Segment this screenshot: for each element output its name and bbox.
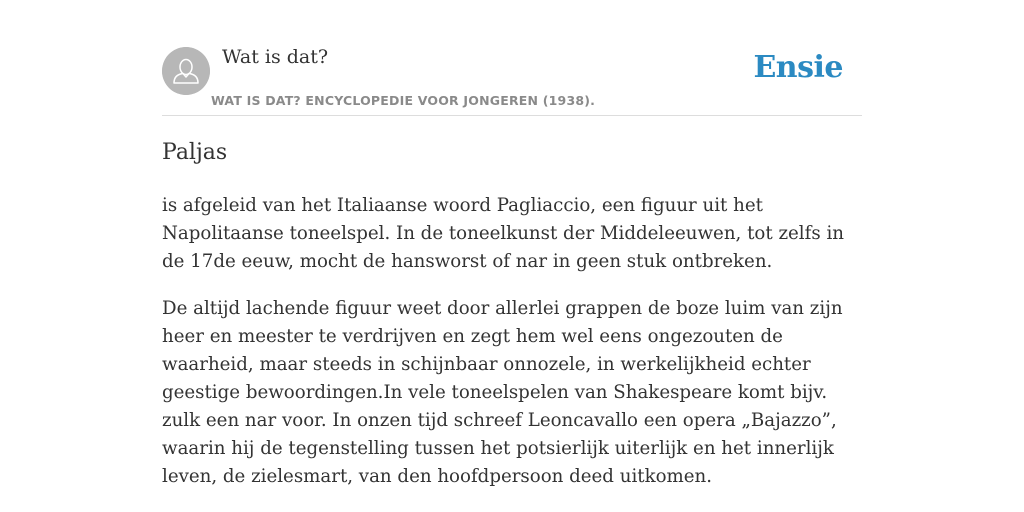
entry-card [162,0,862,487]
entry-title: Paljas [162,140,228,165]
entry-body [162,192,862,510]
source-subtitle: WAT IS DAT? ENCYCLOPEDIE VOOR JONGEREN (1938). [211,93,596,108]
user-silhouette-icon [162,47,210,95]
source-header [162,0,862,116]
ensie-logo[interactable]: Ensie [753,50,843,85]
entry-paragraph: is afgeleid van het Italiaanse woord Pagliaccio, een figuur uit het Napolitaanse toneelspel. In de toneelkunst der Middeleeuwen, tot zelfs in de 17de eeuw, mocht de hansworst of nar in geen stuk ontbreken. [162,195,844,272]
source-name[interactable]: Wat is dat? [222,46,329,68]
entry-paragraph: De altijd lachende figuur weet door allerlei grappen de boze luim van zijn heer en meester te verdrijven en zegt hem wel eens ongezouten de waarheid, maar steeds in schijnbaar onnozele, in werkelijkheid echter geestige bewoordingen.In vele toneelspelen van Shakespeare komt bijv. zulk een nar voor. In onzen tijd schreef Leoncavallo een opera „Bajazzo”, waarin hij de tegenstelling tussen het potsierlijk uiterlijk en het innerlijk leven, de zielesmart, van den hoofdpersoon deed uitkomen. [162,298,843,487]
source-avatar[interactable] [162,47,210,95]
